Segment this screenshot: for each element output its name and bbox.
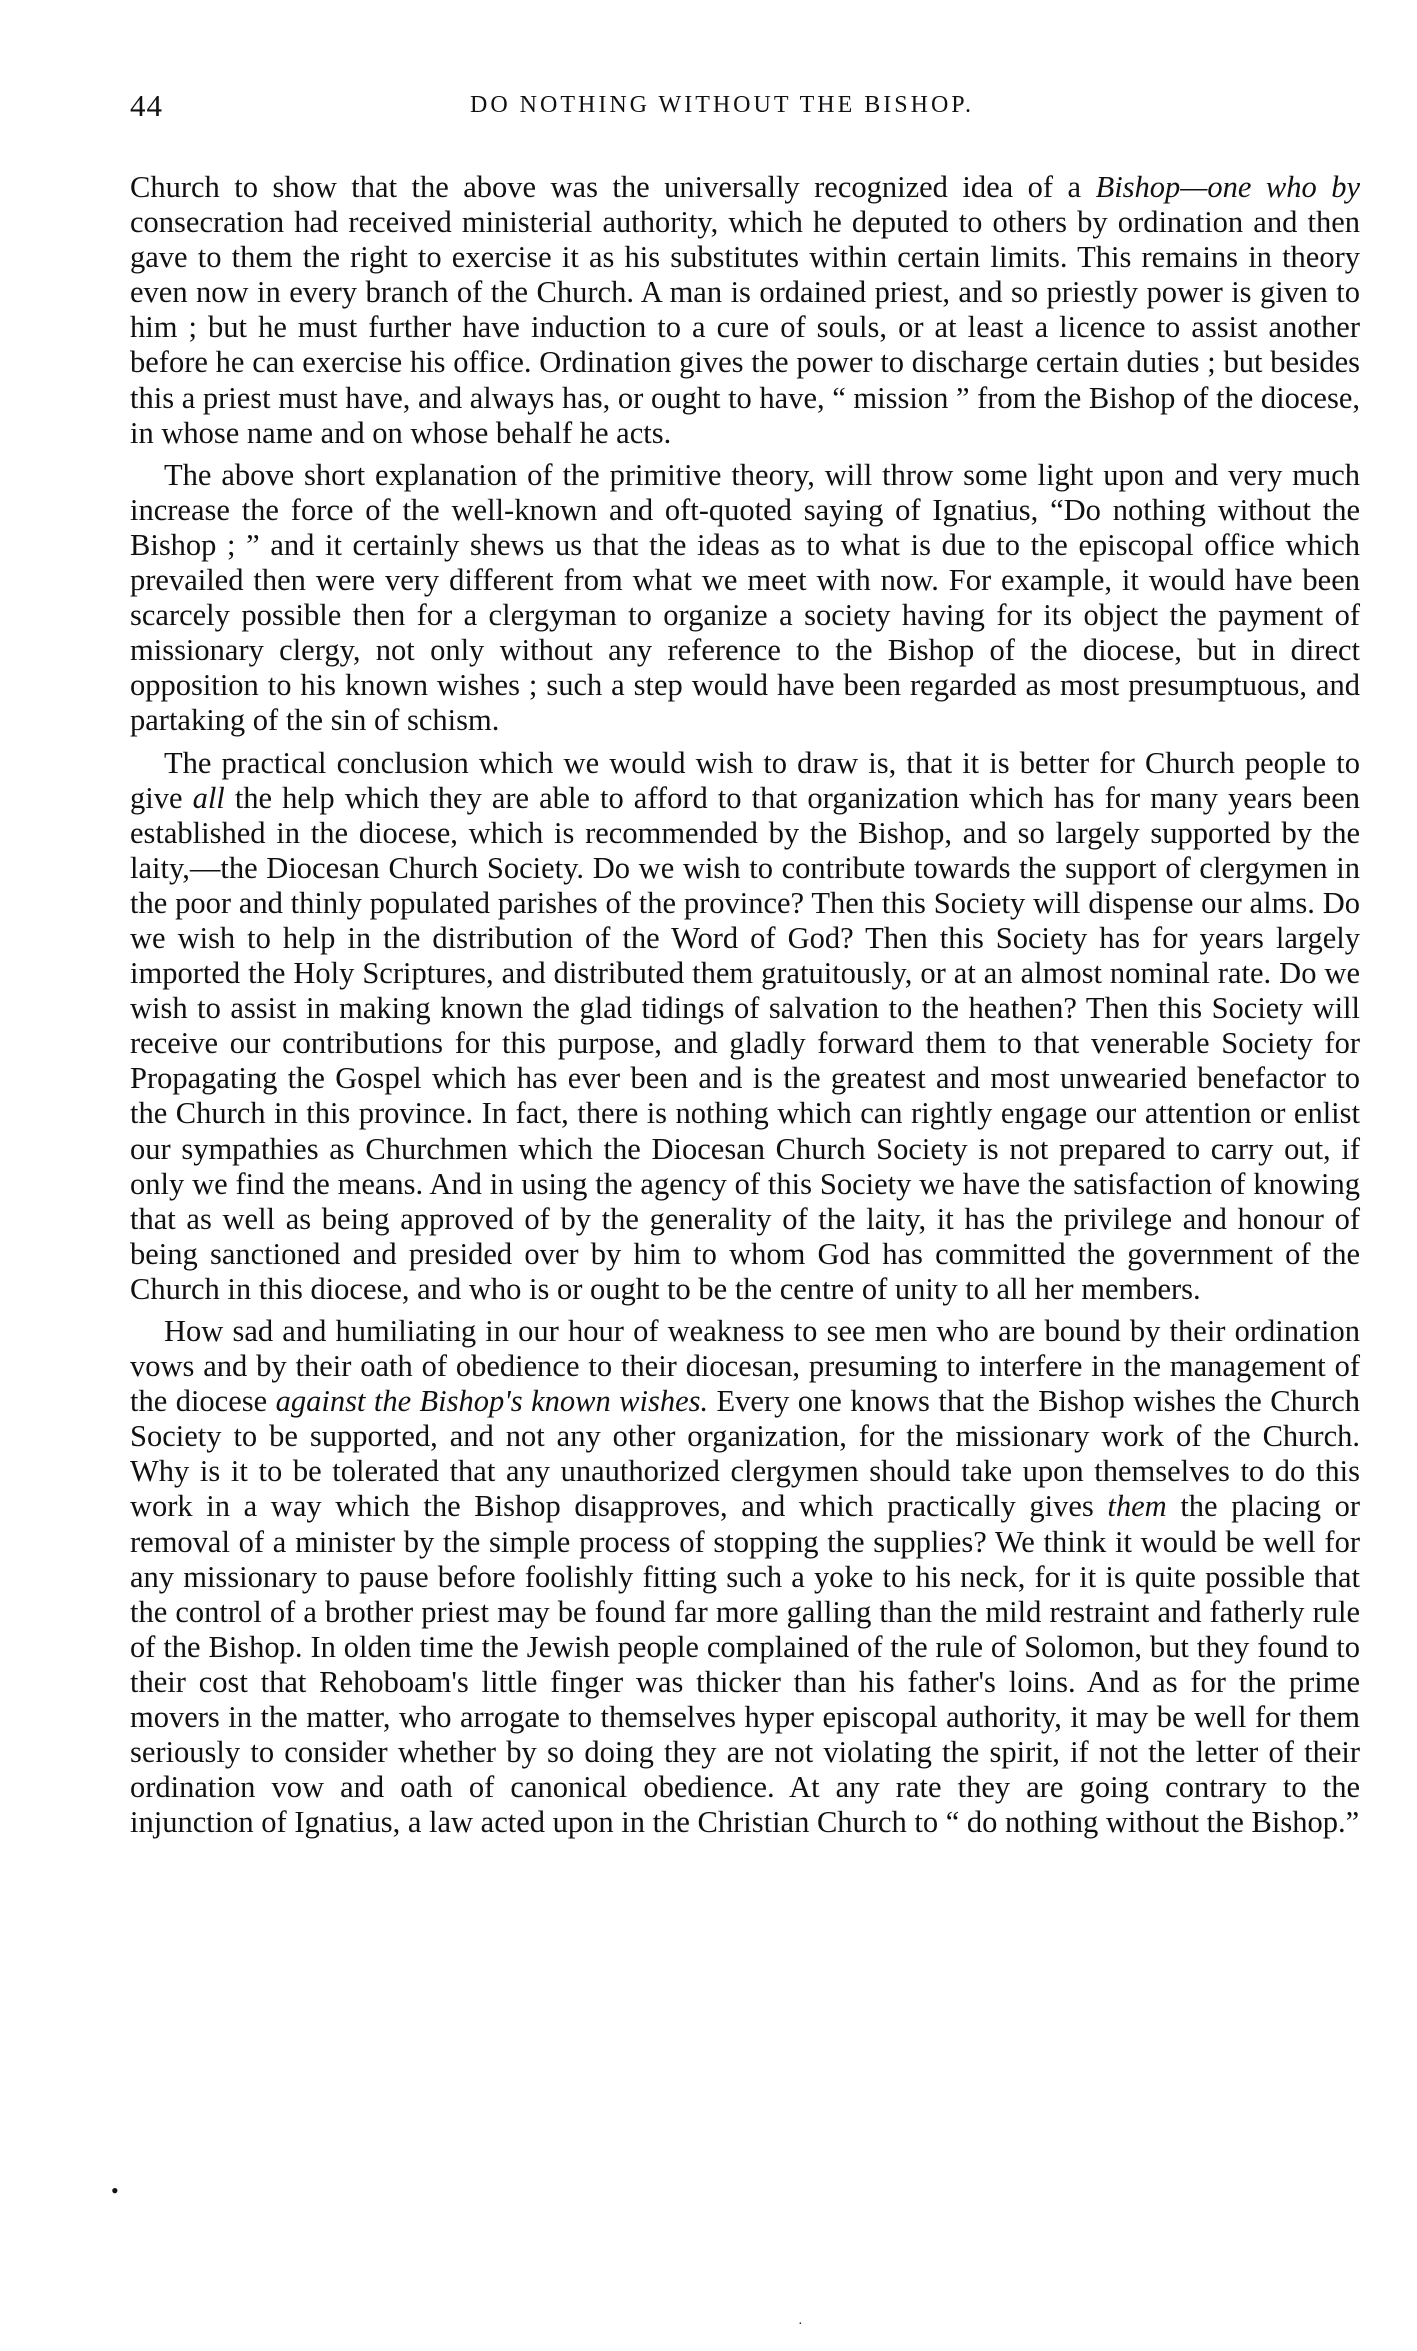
text-run: Every one knows that the Bishop wishes the Church Society to be supported, and not any other organization, for the missionary work of the Church. Why is it to be tolerated that any unauthorized clergymen should take upon themselves to do this work in a way which the Bishop disapproves, and which practically gives xyxy=(130,1384,1361,1524)
text-run: the placing or removal of a minister by the simple process of stopping the supplies? We think it would be well for any missionary to pause before foolishly fitting such a yoke to his neck, for it is quite possible that the control of a brother priest may be found far more galling than the mild restraint and fatherly rule of the Bishop. In olden time the Jewish people complained of the rule of Solomon, but they found to their cost that Rehoboam's little finger was thicker than his father's loins. And as for the prime movers in the matter, who arrogate to themselves hyper episcopal authority, it may be well for them seriously to consider whether by so doing they are not violating the spirit, if not the letter of their ordination vow and oath of canonical obedience. At any rate they are going contrary to the injunction of Ignatius, a law acted upon in the Christian Church to “ do nothing without the Bishop.” xyxy=(130,1489,1360,1840)
paragraph-4 xyxy=(130,1314,1360,1840)
page-header xyxy=(130,88,1360,128)
text-run: The practical conclusion which we would wish to draw is, that it is better for Church people to give xyxy=(130,745,1360,815)
paragraph-1 xyxy=(130,170,1360,451)
running-head: DO NOTHING WITHOUT THE BISHOP. xyxy=(470,92,974,118)
italic-run: them xyxy=(1107,1489,1167,1524)
text-run: The above short explanation of the primitive theory, will throw some light upon and very much increase the force of the well-known and oft-quoted saying of Ignatius, “Do nothing without the Bishop ; ” and it certainly shews us that the ideas as to what is due to the episcopal office which prevailed then were very different from what we meet with now. For example, it would have been scarcely possible then for a clergyman to organize a society having for its object the payment of missionary clergy, not only without any reference to the Bishop of the diocese, but in direct opposition to his known wishes ; such a step would have been regarded as most presumptuous, and partaking of the sin of schism. xyxy=(130,457,1360,738)
italic-run: against the Bishop's known wishes. xyxy=(275,1384,709,1419)
footer-mark: · xyxy=(798,2317,803,2332)
page-number: 44 xyxy=(130,88,163,123)
text-run: How sad and humiliating in our hour of weakness to see men who are bound by their ordination vows and by their oath of obedience to their diocesan, presuming to interfere in the management of the diocese xyxy=(130,1314,1360,1419)
margin-mark: • xyxy=(111,2178,119,2203)
italic-run: Bishop—one who by xyxy=(1095,170,1361,204)
text-run: Church to show that the above was the universally recognized idea of a xyxy=(130,170,1096,204)
italic-run: all xyxy=(192,780,225,815)
body-text xyxy=(130,170,1360,1847)
text-run: the help which they are able to afford to that organization which has for many years been established in the diocese, which is recommended by the Bishop, and so largely supported by the laity,—the Diocesan Church Society. Do we wish to contribute towards the support of clergymen in the poor and thinly populated parishes of the province? Then this Society will dispense our alms. Do we wish to help in the distribution of the Word of God? Then this Society has for years largely imported the Holy Scriptures, and distributed them gratuitously, or at an almost nominal rate. Do we wish to assist in making known the glad tidings of salvation to the heathen? Then this Society will receive our contributions for this purpose, and gladly forward them to that venerable Society for Propagating the Gospel which has ever been and is the greatest and most unwearied benefactor to the Church in this province. In fact, there is nothing which can rightly engage our attention or enlist our sympathies as Churchmen which the Diocesan Church Society is not prepared to carry out, if only we find the means. And in using the agency of this Society we have the satisfaction of knowing that as well as being approved of by the generality of the laity, it has the privilege and honour of being sanctioned and presided over by him to whom God has committed the government of the Church in this diocese, and who is or ought to be the centre of unity to all her members. xyxy=(130,780,1361,1306)
text-run: consecration had received ministerial authority, which he deputed to others by ordination and then gave to them the right to exercise it as his substitutes within certain limits. This remains in theory even now in every branch of the Church. A man is ordained priest, and so priestly power is given to him ; but he must further have induction to a cure of souls, or at least a licence to assist another before he can exercise his office. Ordination gives the power to discharge certain duties ; but besides this a priest must have, and always has, or ought to have, “ mission ” from the Bishop of the diocese, in whose name and on whose behalf he acts. xyxy=(130,205,1360,450)
paragraph-2 xyxy=(130,458,1360,739)
paragraph-3 xyxy=(130,746,1360,1308)
